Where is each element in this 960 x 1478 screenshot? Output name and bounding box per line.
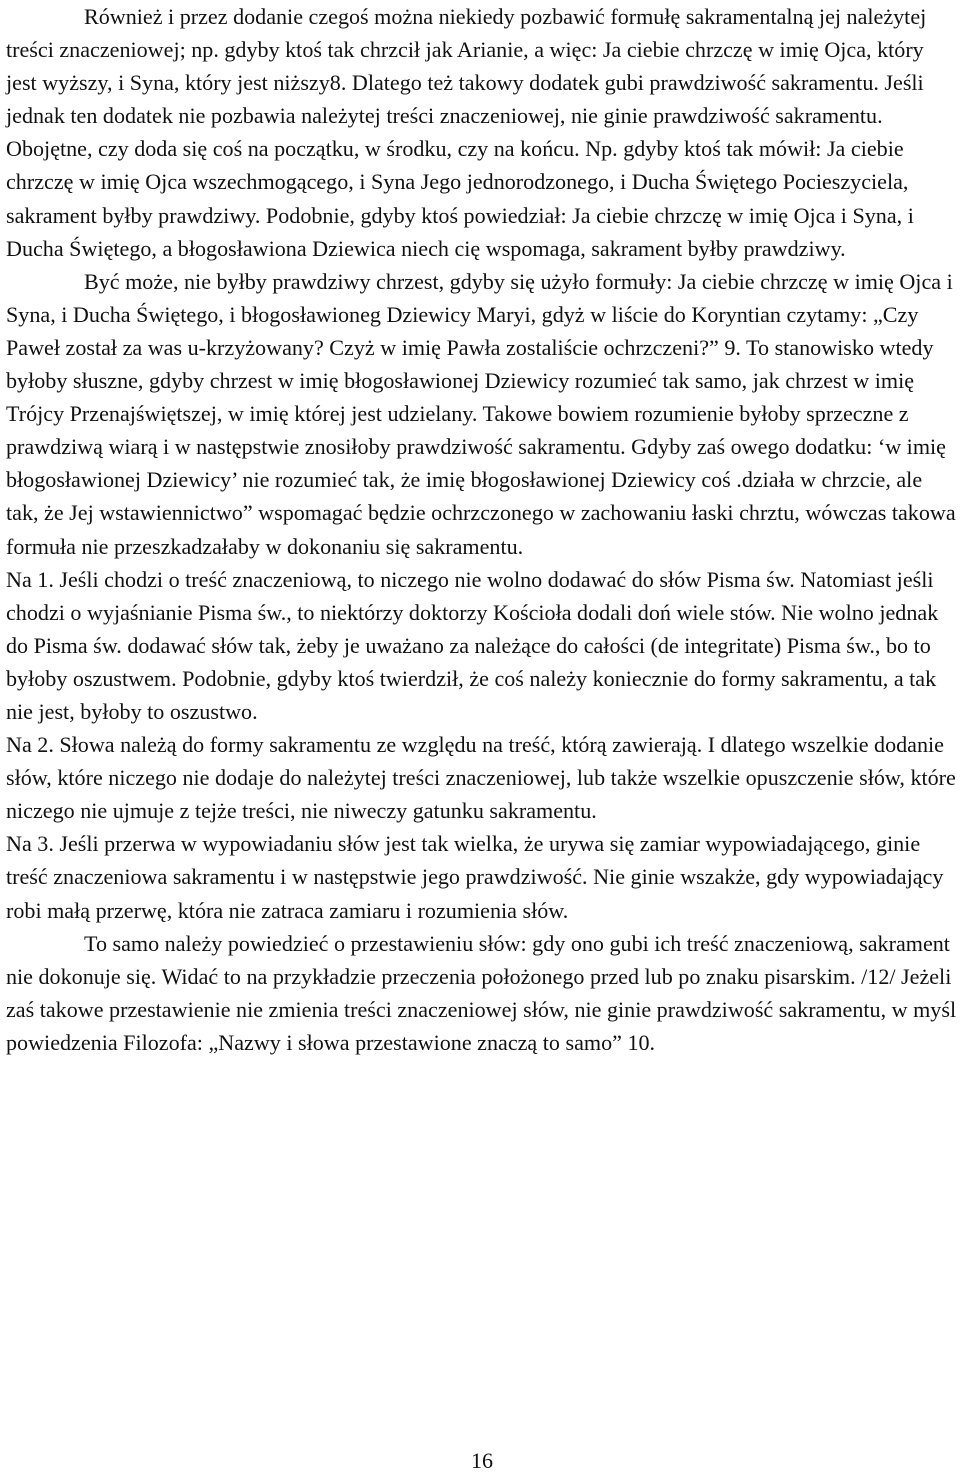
document-page [6, 0, 958, 1478]
body-text [6, 0, 958, 1059]
paragraph-baptism-formula: Być może, nie byłby prawdziwy chrzest, gdyby się użyło formuły: Ja ciebie chrzczę w imię Ojca i Syna, i Ducha Świętego, i błogosławioneg Dziewicy Maryi, gdyż w liście do Koryntian czytamy: „Czy Paweł został za was u-krzyżowany? Czyż w imię Pawła zostaliście ochrzczeni?” 9. To stanowisko wtedy byłoby słuszne, gdyby chrzest w imię błogosławionej Dziewicy rozumieć tak samo, jak chrzest w imię Trójcy Przenajświętszej, w imię której jest udzielany. Takowe bowiem rozumienie byłoby sprzeczne z prawdziwą wiarą i w następstwie znosiłoby prawdziwość sakramentu. Gdyby zaś owego dodatku: ‘w imię błogosławionej Dziewicy’ nie rozumieć tak, że imię błogosławionej Dziewicy coś .działa w chrzcie, ale tak, że Jej wstawiennictwo” wspomagać będzie ochrzczonego w zachowaniu łaski chrztu, wówczas takowa formuła nie przeszkadzałaby w dokonaniu się sakramentu. [6, 268, 956, 559]
paragraph-reply-2: Na 2. Słowa należą do formy sakramentu ze względu na treść, którą zawierają. I dlatego wszelkie dodanie słów, które niczego nie dodaje do należytej treści znaczeniowej, lub także wszelkie opuszczenie słów, które niczego nie ujmuje z tejże treści, nie niweczy gatunku sakramentu. [6, 732, 956, 824]
paragraph-reply-1: Na 1. Jeśli chodzi o treść znaczeniową, to niczego nie wolno dodawać do słów Pisma św. Natomiast jeśli chodzi o wyjaśnianie Pisma św., to niektórzy doktorzy Kościoła dodali doń wiele stów. Nie wolno jednak do Pisma św. dodawać słów tak, żeby je uważano za należące do całości (de integritate) Pisma św., bo to byłoby oszustwem. Podobnie, gdyby ktoś twierdził, że coś należy koniecznie do formy sakramentu, a tak nie jest, byłoby to oszustwo. [6, 566, 939, 724]
paragraph-reply-3: Na 3. Jeśli przerwa w wypowiadaniu słów jest tak wielka, że urywa się zamiar wypowiadającego, ginie treść znaczeniowa sakramentu i w następstwie jego prawdziwość. Nie ginie wszakże, gdy wypowiadający robi małą przerwę, która nie zatraca zamiaru i rozumienia słów. [6, 831, 944, 923]
paragraph-additions-to-formula: Również i przez dodanie czegoś można niekiedy pozbawić formułę sakramentalną jej należytej treści znaczeniowej; np. gdyby ktoś tak chrzcił jak Arianie, a więc: Ja ciebie chrzczę w imię Ojca, który jest wyższy, i Syna, który jest niższy8. Dlatego też takowy dodatek gubi prawdziwość sakramentu. Jeśli jednak ten dodatek nie pozbawia należytej treści znaczeniowej, nie ginie prawdziwość sakramentu. Obojętne, czy doda się coś na początku, w środku, czy na końcu. Np. gdyby ktoś tak mówił: Ja ciebie chrzczę w imię Ojca wszechmogącego, i Syna Jego jednorodzonego, i Ducha Świętego Pocieszyciela, sakrament byłby prawdziwy. Podobnie, gdyby ktoś powiedział: Ja ciebie chrzczę w imię Ojca i Syna, i Ducha Świętego, a błogosławiona Dziewica niech cię wspomaga, sakrament byłby prawdziwy. [6, 4, 927, 261]
page-number: 16 [471, 1448, 493, 1473]
paragraph-word-order: To samo należy powiedzieć o przestawieniu słów: gdy ono gubi ich treść znaczeniową, sakrament nie dokonuje się. Widać to na przykładzie przeczenia położonego przed lub po znaku pisarskim. /12/ Jeżeli zaś takowe przestawienie nie zmienia treści znaczeniowej słów, nie ginie prawdziwość sakramentu, w myśl powiedzenia Filozofa: „Nazwy i słowa przestawione znaczą to samo” 10. [6, 930, 957, 1055]
